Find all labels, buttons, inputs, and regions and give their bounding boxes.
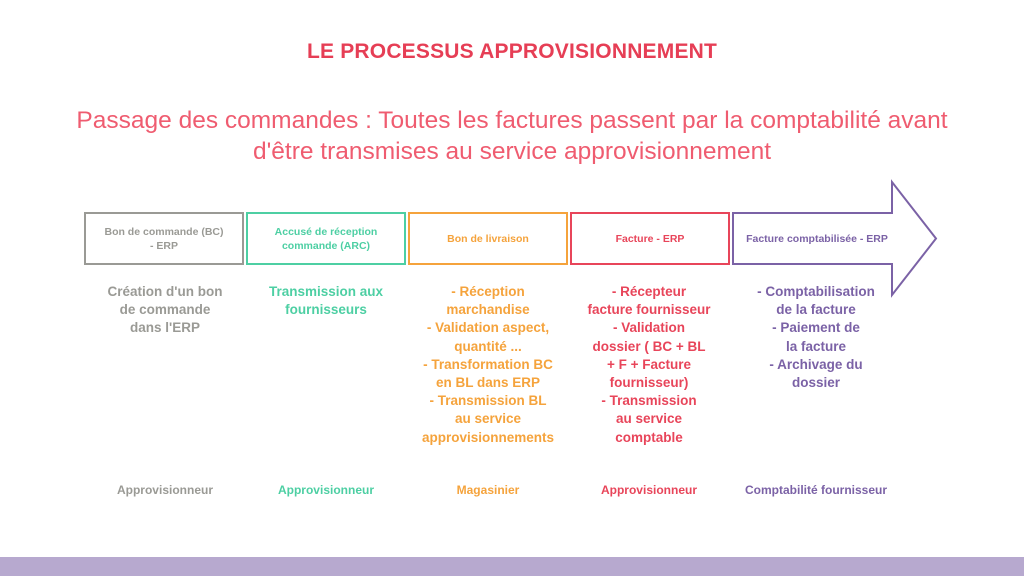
step-3-role: Magasinier [456, 483, 520, 497]
step-5-description: - Comptabilisation de la facture - Paiement de la facture - Archivage du dossier [757, 284, 875, 391]
step-4-role: Approvisionneur [600, 483, 697, 497]
step-1-role: Approvisionneur [116, 483, 213, 497]
step-3-label: Bon de livraison [447, 232, 529, 245]
step-1-description: Création d'un bon de commande dans l'ERP [107, 284, 223, 336]
step-1-label: Bon de commande (BC) - ERP [104, 225, 224, 252]
step-5-label: Facture comptabilisée - ERP [746, 232, 888, 245]
step-3-description: - Réception marchandise - Validation aspect, quantité ... - Transformation BC en BL dans ERP - Transmission BL au service approvisionnements [421, 284, 555, 445]
step-4-description: - Récepteur facture fournisseur - Validation dossier ( BC + BL + F + Facture fournisseur) - Transmission au service comptable [587, 284, 711, 445]
step-2-label: Accusé de réception commande (ARC) [274, 225, 378, 252]
page-subtitle: Passage des commandes : Toutes les factures passent par la comptabilité avant d'être transmises au service approvisionnement [76, 107, 948, 165]
page-title: LE PROCESSUS APPROVISIONNEMENT [306, 40, 718, 63]
footer-band [0, 557, 1024, 576]
step-2-role: Approvisionneur [277, 483, 374, 497]
step-5-role: Comptabilité fournisseur [744, 483, 887, 497]
step-4-label: Facture - ERP [615, 232, 685, 245]
step-2-description: Transmission aux fournisseurs [268, 284, 384, 318]
